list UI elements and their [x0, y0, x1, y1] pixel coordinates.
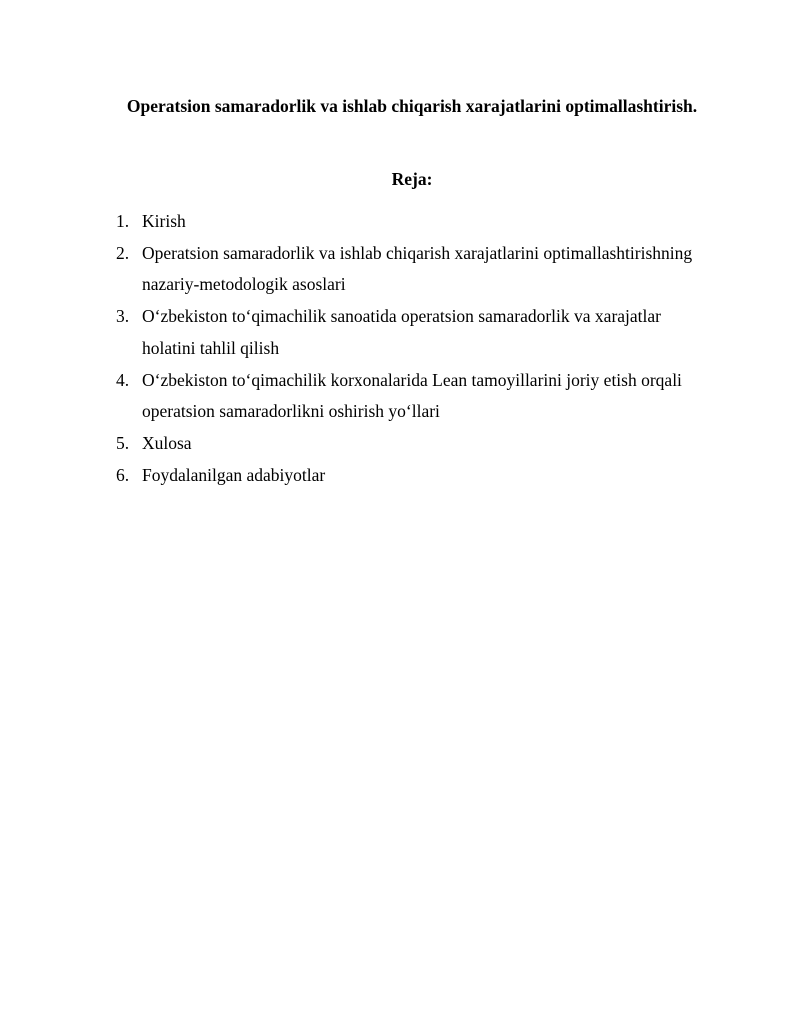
- plan-item-4: [0, 365, 702, 428]
- plan-item-1: [0, 206, 702, 238]
- plan-item-text: Kirish: [142, 211, 186, 231]
- plan-item-3: [0, 301, 702, 364]
- plan-item-2: [0, 238, 702, 301]
- plan-item-text: Xulosa: [142, 432, 192, 453]
- plan-item-text: Operatsion samaradorlik va ishlab chiqarish xarajatlarini optimallashtirishning nazariy-metodologik asoslari: [142, 242, 693, 295]
- plan-item-number: 6.: [116, 464, 130, 485]
- plan-item-6: [0, 460, 702, 492]
- plan-list: [0, 206, 800, 491]
- plan-item-5: [0, 428, 702, 460]
- plan-item-number: 4.: [116, 369, 130, 390]
- plan-item-text: O‘zbekiston to‘qimachilik korxonalarida Lean tamoyillarini joriy etish orqali operatsion samaradorlikni oshirish yo‘llari: [142, 369, 682, 422]
- plan-item-text: Foydalanilgan adabiyotlar: [142, 464, 326, 485]
- plan-item-number: 2.: [116, 242, 130, 263]
- plan-item-number: 3.: [116, 306, 130, 327]
- plan-item-number: 1.: [116, 211, 130, 231]
- document-title: Operatsion samaradorlik va ishlab chiqarish xarajatlarini optimallashtirish.: [126, 96, 698, 116]
- plan-item-text: O‘zbekiston to‘qimachilik sanoatida operatsion samaradorlik va xarajatlar holatini tahlil qilish: [142, 306, 661, 358]
- plan-heading: Reja:: [391, 169, 433, 189]
- plan-item-number: 5.: [116, 432, 130, 453]
